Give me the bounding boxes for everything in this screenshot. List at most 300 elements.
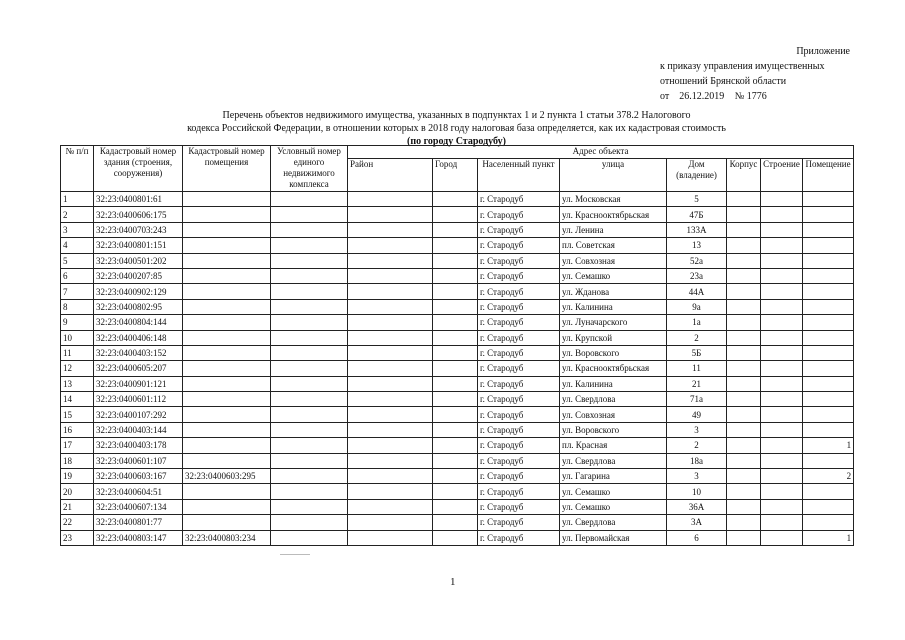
cell-korpus: [727, 268, 761, 283]
cell-district: [348, 453, 433, 468]
cell-cond-num: [271, 407, 348, 422]
cell-city: [433, 361, 478, 376]
table-row: [61, 315, 854, 330]
cell-row-number: 19: [61, 469, 94, 484]
cell-cad-room: [183, 392, 271, 407]
cell-district: [348, 330, 433, 345]
cell-house: 2: [667, 330, 727, 345]
cell-cad-room: [183, 438, 271, 453]
cell-city: [433, 422, 478, 437]
header-cad-building: Кадастровый номер здания (строения, сооружения): [94, 146, 183, 192]
table-row: [61, 330, 854, 345]
document-heading: [60, 109, 853, 148]
header-pomeshchenie: Помещение: [803, 159, 854, 192]
cell-korpus: [727, 207, 761, 222]
cell-settlement: г. Стародуб: [478, 345, 560, 360]
cell-cad-building: 32:23:0400403:152: [94, 345, 183, 360]
cell-stroenie: [761, 469, 803, 484]
cell-district: [348, 315, 433, 330]
cell-cond-num: [271, 438, 348, 453]
cell-pomeshchenie: [803, 499, 854, 514]
cell-city: [433, 238, 478, 253]
cell-city: [433, 438, 478, 453]
cell-cond-num: [271, 238, 348, 253]
table-row: [61, 376, 854, 391]
cell-korpus: [727, 453, 761, 468]
cell-korpus: [727, 499, 761, 514]
header-settlement: Населенный пункт: [478, 159, 560, 192]
cell-street: пл. Красная: [560, 438, 667, 453]
cell-district: [348, 192, 433, 207]
table-row: [61, 345, 854, 360]
cell-settlement: г. Стародуб: [478, 253, 560, 268]
cell-cad-building: 32:23:0400901:121: [94, 376, 183, 391]
cell-cond-num: [271, 422, 348, 437]
cell-cond-num: [271, 530, 348, 545]
appendix-line-2: отношений Брянской области: [660, 76, 787, 87]
cell-row-number: 6: [61, 268, 94, 283]
header-korpus: Корпус: [727, 159, 761, 192]
cell-city: [433, 192, 478, 207]
cell-row-number: 11: [61, 345, 94, 360]
cell-house: 11: [667, 361, 727, 376]
cell-stroenie: [761, 330, 803, 345]
cell-korpus: [727, 192, 761, 207]
cell-settlement: г. Стародуб: [478, 207, 560, 222]
cell-district: [348, 407, 433, 422]
cell-korpus: [727, 222, 761, 237]
cell-house: 36А: [667, 499, 727, 514]
table-row: [61, 422, 854, 437]
cell-settlement: г. Стародуб: [478, 407, 560, 422]
cell-cond-num: [271, 315, 348, 330]
cell-street: ул. Ленина: [560, 222, 667, 237]
cell-city: [433, 484, 478, 499]
cell-pomeshchenie: [803, 238, 854, 253]
cell-stroenie: [761, 422, 803, 437]
header-cond-num: Условный номер единого недвижимого комплекса: [271, 146, 348, 192]
cell-cad-room: [183, 330, 271, 345]
cell-cond-num: [271, 469, 348, 484]
cell-cad-building: 32:23:0400703:243: [94, 222, 183, 237]
header-cad-room: Кадастровый номер помещения: [183, 146, 271, 192]
cell-district: [348, 238, 433, 253]
cell-cad-building: 32:23:0400604:51: [94, 484, 183, 499]
cell-cad-room: [183, 284, 271, 299]
cell-cad-room: 32:23:0400803:234: [183, 530, 271, 545]
appendix-date-line: [660, 89, 850, 104]
cell-settlement: г. Стародуб: [478, 330, 560, 345]
cell-street: ул. Первомайская: [560, 530, 667, 545]
cell-street: ул. Луначарского: [560, 315, 667, 330]
cell-city: [433, 222, 478, 237]
cell-cad-building: 32:23:0400801:77: [94, 515, 183, 530]
cell-korpus: [727, 330, 761, 345]
cell-pomeshchenie: [803, 330, 854, 345]
cell-cad-room: [183, 422, 271, 437]
cell-street: ул. Свердлова: [560, 392, 667, 407]
cell-pomeshchenie: [803, 453, 854, 468]
cell-city: [433, 299, 478, 314]
cell-district: [348, 284, 433, 299]
cell-cond-num: [271, 284, 348, 299]
cell-city: [433, 469, 478, 484]
cell-cad-building: 32:23:0400603:167: [94, 469, 183, 484]
property-table: [60, 145, 854, 546]
cell-house: 3: [667, 469, 727, 484]
cell-district: [348, 345, 433, 360]
cell-korpus: [727, 484, 761, 499]
cell-city: [433, 530, 478, 545]
cell-city: [433, 268, 478, 283]
cell-stroenie: [761, 299, 803, 314]
cell-cad-room: [183, 499, 271, 514]
cell-settlement: г. Стародуб: [478, 268, 560, 283]
cell-row-number: 1: [61, 192, 94, 207]
cell-korpus: [727, 422, 761, 437]
cell-settlement: г. Стародуб: [478, 469, 560, 484]
cell-house: 23а: [667, 268, 727, 283]
heading-line-1: Перечень объектов недвижимого имущества, указанных в подпунктах 1 и 2 пункта 1 статьи 378.2 Налогового: [222, 110, 691, 121]
cell-row-number: 10: [61, 330, 94, 345]
appendix-line-1: к приказу управления имущественных: [660, 61, 825, 72]
cell-row-number: 8: [61, 299, 94, 314]
cell-city: [433, 453, 478, 468]
cell-street: ул. Совхозная: [560, 407, 667, 422]
cell-row-number: 5: [61, 253, 94, 268]
cell-pomeshchenie: [803, 422, 854, 437]
cell-cad-building: 32:23:0400601:107: [94, 453, 183, 468]
cell-row-number: 17: [61, 438, 94, 453]
cell-settlement: г. Стародуб: [478, 238, 560, 253]
cell-house: 5: [667, 192, 727, 207]
cell-cond-num: [271, 268, 348, 283]
cell-pomeshchenie: [803, 515, 854, 530]
cell-house: 6: [667, 530, 727, 545]
cell-house: 71а: [667, 392, 727, 407]
cell-row-number: 23: [61, 530, 94, 545]
cell-cad-building: 32:23:0400803:147: [94, 530, 183, 545]
cell-stroenie: [761, 438, 803, 453]
cell-pomeshchenie: [803, 315, 854, 330]
cell-house: 133А: [667, 222, 727, 237]
table-row: [61, 484, 854, 499]
cell-cond-num: [271, 376, 348, 391]
cell-settlement: г. Стародуб: [478, 530, 560, 545]
cell-stroenie: [761, 345, 803, 360]
cell-stroenie: [761, 530, 803, 545]
cell-row-number: 22: [61, 515, 94, 530]
cell-cad-room: [183, 222, 271, 237]
header-city: Город: [433, 159, 478, 192]
cell-house: 49: [667, 407, 727, 422]
cell-house: 21: [667, 376, 727, 391]
cell-pomeshchenie: [803, 299, 854, 314]
cell-korpus: [727, 284, 761, 299]
table-row: [61, 515, 854, 530]
cell-stroenie: [761, 361, 803, 376]
cell-cad-room: [183, 407, 271, 422]
header-address: Адрес объекта: [348, 146, 854, 159]
cell-district: [348, 392, 433, 407]
appendix-title: Приложение: [796, 46, 850, 57]
cell-house: 3А: [667, 515, 727, 530]
header-stroenie: Строение: [761, 159, 803, 192]
cell-stroenie: [761, 238, 803, 253]
cell-district: [348, 469, 433, 484]
header-district: Район: [348, 159, 433, 192]
cell-district: [348, 422, 433, 437]
table-row: [61, 530, 854, 545]
cell-row-number: 12: [61, 361, 94, 376]
cell-cad-building: 32:23:0400801:151: [94, 238, 183, 253]
cell-house: 44А: [667, 284, 727, 299]
cell-city: [433, 376, 478, 391]
cell-street: ул. Краснооктябрьская: [560, 361, 667, 376]
cell-street: ул. Воровского: [560, 422, 667, 437]
table-row: [61, 469, 854, 484]
cell-district: [348, 484, 433, 499]
cell-district: [348, 515, 433, 530]
cell-cad-building: 32:23:0400802:95: [94, 299, 183, 314]
cell-row-number: 14: [61, 392, 94, 407]
cell-street: пл. Советская: [560, 238, 667, 253]
cell-cond-num: [271, 499, 348, 514]
cell-district: [348, 376, 433, 391]
cell-street: ул. Семашко: [560, 268, 667, 283]
cell-korpus: [727, 361, 761, 376]
cell-house: 2: [667, 438, 727, 453]
cell-row-number: 13: [61, 376, 94, 391]
table-row: [61, 499, 854, 514]
cell-korpus: [727, 238, 761, 253]
cell-stroenie: [761, 284, 803, 299]
cell-cond-num: [271, 222, 348, 237]
cell-stroenie: [761, 315, 803, 330]
cell-cad-building: 32:23:0400605:207: [94, 361, 183, 376]
cell-korpus: [727, 392, 761, 407]
cell-settlement: г. Стародуб: [478, 192, 560, 207]
cell-city: [433, 392, 478, 407]
cell-stroenie: [761, 484, 803, 499]
cell-pomeshchenie: [803, 253, 854, 268]
cell-stroenie: [761, 253, 803, 268]
cell-row-number: 9: [61, 315, 94, 330]
cell-district: [348, 499, 433, 514]
cell-cad-room: [183, 515, 271, 530]
table-row: [61, 392, 854, 407]
cell-korpus: [727, 253, 761, 268]
cell-street: ул. Свердлова: [560, 515, 667, 530]
cell-district: [348, 530, 433, 545]
table-row: [61, 299, 854, 314]
cell-pomeshchenie: 1: [803, 438, 854, 453]
cell-row-number: 16: [61, 422, 94, 437]
cell-stroenie: [761, 207, 803, 222]
cell-cad-building: 32:23:0400406:148: [94, 330, 183, 345]
cell-stroenie: [761, 499, 803, 514]
cell-street: ул. Гагарина: [560, 469, 667, 484]
cell-row-number: 18: [61, 453, 94, 468]
header-num: № п/п: [61, 146, 94, 192]
cell-district: [348, 222, 433, 237]
table-row: [61, 238, 854, 253]
number-label: №: [734, 91, 745, 102]
cell-settlement: г. Стародуб: [478, 315, 560, 330]
cell-cond-num: [271, 392, 348, 407]
cell-pomeshchenie: [803, 484, 854, 499]
table-row: [61, 361, 854, 376]
cell-city: [433, 253, 478, 268]
cell-stroenie: [761, 392, 803, 407]
cell-settlement: г. Стародуб: [478, 376, 560, 391]
cell-pomeshchenie: [803, 407, 854, 422]
cell-korpus: [727, 345, 761, 360]
cell-cad-room: 32:23:0400603:295: [183, 469, 271, 484]
cell-cond-num: [271, 253, 348, 268]
cell-row-number: 2: [61, 207, 94, 222]
table-row: [61, 407, 854, 422]
cell-cad-building: 32:23:0400804:144: [94, 315, 183, 330]
cell-cad-room: [183, 238, 271, 253]
cell-stroenie: [761, 376, 803, 391]
cell-cad-room: [183, 268, 271, 283]
cell-settlement: г. Стародуб: [478, 299, 560, 314]
cell-pomeshchenie: 2: [803, 469, 854, 484]
cell-cad-building: 32:23:0400607:134: [94, 499, 183, 514]
cell-settlement: г. Стародуб: [478, 222, 560, 237]
cell-cad-building: 32:23:0400207:85: [94, 268, 183, 283]
order-number: 1776: [746, 91, 767, 102]
cell-house: 13: [667, 238, 727, 253]
cell-pomeshchenie: [803, 392, 854, 407]
cell-pomeshchenie: [803, 222, 854, 237]
cell-street: ул. Жданова: [560, 284, 667, 299]
cell-city: [433, 407, 478, 422]
cell-house: 47Б: [667, 207, 727, 222]
cell-house: 1а: [667, 315, 727, 330]
cell-city: [433, 515, 478, 530]
cell-cond-num: [271, 361, 348, 376]
footer-divider: [280, 554, 310, 555]
cell-cad-room: [183, 192, 271, 207]
cell-korpus: [727, 299, 761, 314]
cell-cond-num: [271, 299, 348, 314]
date-label: от: [660, 91, 670, 102]
cell-settlement: г. Стародуб: [478, 284, 560, 299]
cell-pomeshchenie: [803, 345, 854, 360]
cell-settlement: г. Стародуб: [478, 499, 560, 514]
cell-street: ул. Крупской: [560, 330, 667, 345]
cell-pomeshchenie: [803, 192, 854, 207]
cell-cad-room: [183, 345, 271, 360]
page-number: 1: [450, 576, 456, 588]
cell-settlement: г. Стародуб: [478, 392, 560, 407]
cell-cad-room: [183, 453, 271, 468]
cell-pomeshchenie: [803, 268, 854, 283]
cell-row-number: 15: [61, 407, 94, 422]
cell-pomeshchenie: [803, 361, 854, 376]
cell-row-number: 21: [61, 499, 94, 514]
heading-city: (по городу Стародубу): [407, 136, 506, 147]
appendix-block: [660, 44, 850, 104]
cell-cad-building: 32:23:0400606:175: [94, 207, 183, 222]
cell-district: [348, 207, 433, 222]
cell-house: 3: [667, 422, 727, 437]
cell-cad-building: 32:23:0400403:144: [94, 422, 183, 437]
cell-row-number: 7: [61, 284, 94, 299]
cell-street: ул. Совхозная: [560, 253, 667, 268]
cell-house: 52а: [667, 253, 727, 268]
cell-korpus: [727, 530, 761, 545]
cell-street: ул. Свердлова: [560, 453, 667, 468]
cell-cad-building: 32:23:0400601:112: [94, 392, 183, 407]
cell-cad-room: [183, 253, 271, 268]
heading-line-2: кодекса Российской Федерации, в отношении которых в 2018 году налоговая база определяется, как их кадастровая стоимость: [187, 123, 726, 134]
cell-stroenie: [761, 192, 803, 207]
cell-pomeshchenie: [803, 284, 854, 299]
table-row: [61, 453, 854, 468]
cell-korpus: [727, 315, 761, 330]
cell-cad-room: [183, 207, 271, 222]
cell-cad-building: 32:23:0400801:61: [94, 192, 183, 207]
cell-pomeshchenie: 1: [803, 530, 854, 545]
cell-row-number: 4: [61, 238, 94, 253]
cell-city: [433, 315, 478, 330]
cell-street: ул. Воровского: [560, 345, 667, 360]
cell-settlement: г. Стародуб: [478, 361, 560, 376]
cell-stroenie: [761, 268, 803, 283]
cell-district: [348, 253, 433, 268]
header-street: улица: [560, 159, 667, 192]
table-row: [61, 207, 854, 222]
cell-street: ул. Московская: [560, 192, 667, 207]
cell-stroenie: [761, 222, 803, 237]
table-row: [61, 438, 854, 453]
cell-cad-room: [183, 484, 271, 499]
cell-city: [433, 345, 478, 360]
cell-cond-num: [271, 207, 348, 222]
cell-street: ул. Семашко: [560, 499, 667, 514]
cell-house: 18а: [667, 453, 727, 468]
cell-city: [433, 207, 478, 222]
cell-cond-num: [271, 453, 348, 468]
cell-cad-room: [183, 315, 271, 330]
table-row: [61, 284, 854, 299]
cell-settlement: г. Стародуб: [478, 453, 560, 468]
cell-district: [348, 361, 433, 376]
cell-cad-building: 32:23:0400902:129: [94, 284, 183, 299]
order-date: 26.12.2019: [679, 91, 725, 102]
cell-house: 5Б: [667, 345, 727, 360]
cell-cond-num: [271, 345, 348, 360]
cell-street: ул. Калинина: [560, 299, 667, 314]
cell-district: [348, 268, 433, 283]
cell-house: 9а: [667, 299, 727, 314]
cell-house: 10: [667, 484, 727, 499]
cell-settlement: г. Стародуб: [478, 422, 560, 437]
cell-cond-num: [271, 330, 348, 345]
cell-korpus: [727, 469, 761, 484]
cell-pomeshchenie: [803, 207, 854, 222]
cell-row-number: 3: [61, 222, 94, 237]
cell-cad-room: [183, 376, 271, 391]
cell-street: ул. Семашко: [560, 484, 667, 499]
cell-cad-building: 32:23:0400107:292: [94, 407, 183, 422]
cell-settlement: г. Стародуб: [478, 484, 560, 499]
cell-city: [433, 499, 478, 514]
cell-settlement: г. Стародуб: [478, 515, 560, 530]
